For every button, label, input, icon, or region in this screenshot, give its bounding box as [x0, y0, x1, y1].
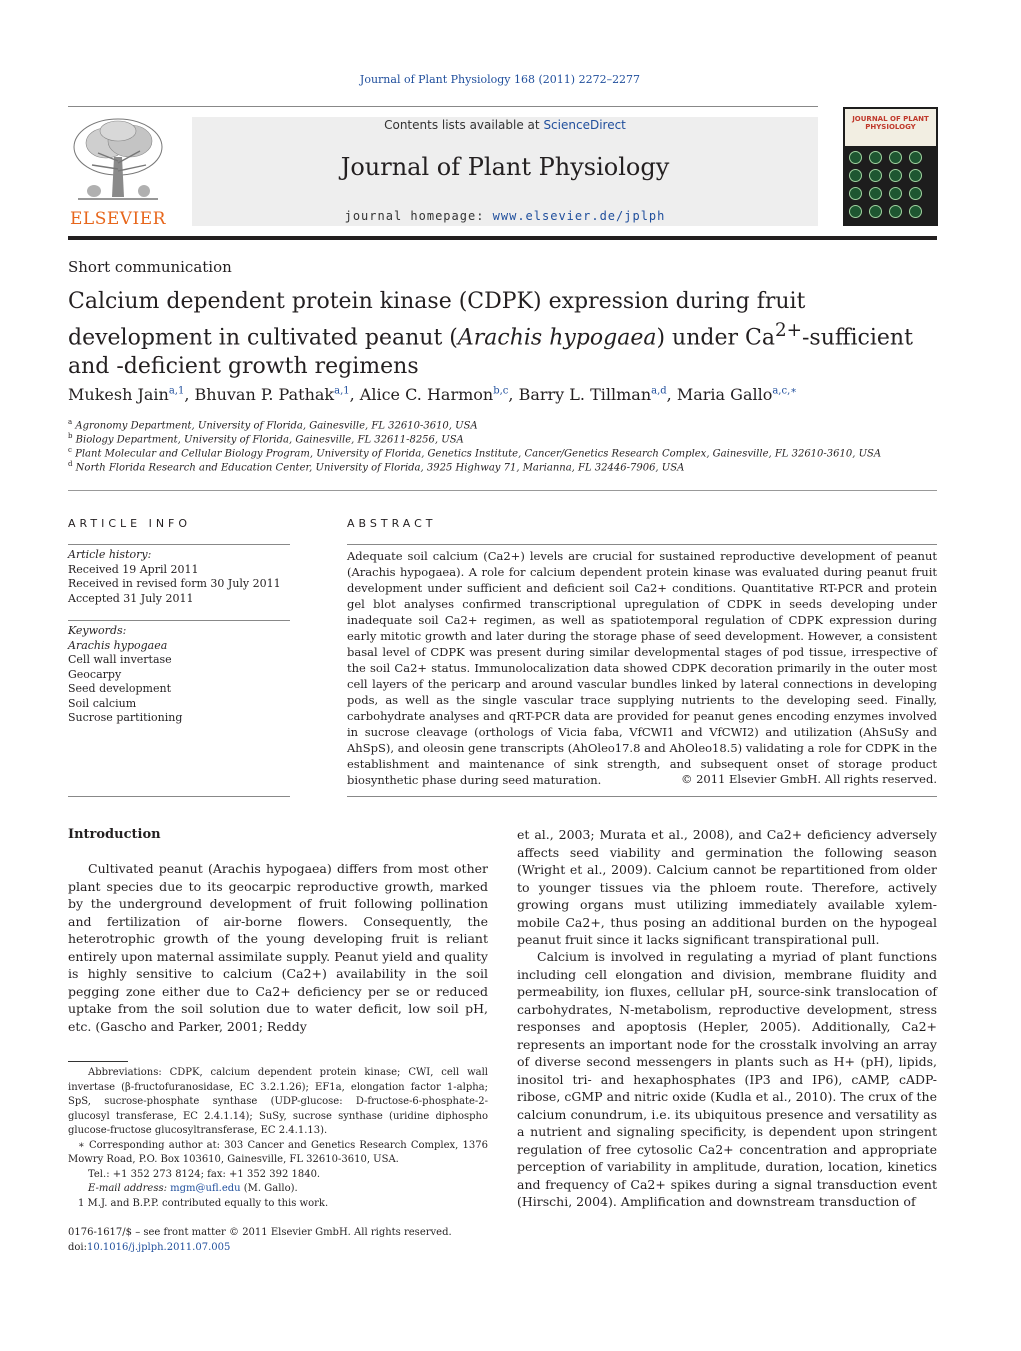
- author-affiliation-marker[interactable]: a,1: [334, 385, 350, 397]
- homepage-prefix: journal homepage:: [344, 209, 493, 223]
- author-name[interactable]: Maria Gallo: [676, 385, 773, 404]
- article-type: Short communication: [68, 258, 232, 276]
- history-item: Received in revised form 30 July 2011: [68, 577, 281, 590]
- article-title: Calcium dependent protein kinase (CDPK) expression during fruit development in cultivated peanut (Arachis hypogaea) under $Ca^{2+}$-sufficient and -deficient growth regimens: [68, 289, 913, 380]
- keyword: Soil calcium: [68, 696, 137, 710]
- abstract-copyright: © 2011 Elsevier GmbH. All rights reserved.: [680, 772, 937, 786]
- author-affiliation-marker[interactable]: b,c: [493, 385, 509, 397]
- author-affiliation-marker[interactable]: a,1: [168, 385, 185, 397]
- sciencedirect-link[interactable]: ScienceDirect: [543, 118, 626, 132]
- issn-line: 0176-1617/$ – see front matter © 2011 Elsevier GmbH. All rights reserved.: [68, 1227, 452, 1238]
- doi-line: doi:10.1016/j.jplph.2011.07.005: [68, 1241, 231, 1253]
- affiliation: $^b$ Biology Department, University of Florida, Gainesville, FL 32611-8256, USA: [68, 432, 464, 446]
- abbreviations-footnote: Abbreviations: CDPK, calcium dependent protein kinase; CWI, cell wall invertase (β-fructofuranosidase, EC 3.2.1.26); EF1a, elongation factor 1-alpha; SpS, sucrose-phosphate synthase (UDP-glucose: D-fructose-6-phosphate-2-glucosyl transferase, EC 2.4.1.14); SuSy, sucrose synthase (uridine diphospho glucose-fructose glucosyltransferase, EC 2.4.1.13).: [68, 1067, 488, 1136]
- affiliation: $^a$ Agronomy Department, University of Florida, Gainesville, FL 32610-3610, USA: [68, 418, 478, 432]
- author-name[interactable]: Alice C. Harmon: [359, 385, 494, 404]
- tel-footnote: Tel.: +1 352 273 8124; fax: +1 352 392 1840.: [88, 1168, 321, 1180]
- keyword: Cell wall invertase: [68, 653, 172, 666]
- elsevier-wordmark: ELSEVIER: [70, 209, 166, 229]
- abstract-rule: [347, 544, 937, 545]
- header-rule: [68, 106, 818, 107]
- body-paragraph: et al., 2003; Murata et al., 2008), and Ca2+ deficiency adversely affects seed viability and germination the following season (Wright et al., 2009). Calcium cannot be repartitioned from older to younger tissues via the phloem route. Therefore, actively growing organs must utilizing immediately available xylem-mobile Ca2+, thus posing an additional burden on the hypogeal peanut fruit since it lacks significant transpirational pull.: [517, 827, 937, 947]
- keywords-label: Keywords:: [68, 624, 127, 637]
- article-history: [68, 548, 290, 606]
- contents-prefix: Contents lists available at: [384, 118, 544, 132]
- history-item: Accepted 31 July 2011: [68, 591, 194, 605]
- history-label: Article history:: [68, 548, 152, 561]
- author-name[interactable]: Barry L. Tillman: [518, 385, 652, 404]
- author-name[interactable]: Bhuvan P. Pathak: [194, 385, 335, 404]
- footnotes: [68, 1066, 488, 1211]
- section-heading: Introduction: [68, 827, 161, 842]
- affiliation: $^c$ Plant Molecular and Cellular Biology Program, University of Florida, Genetics Institute, Cancer/Genetics Research Complex, Gainesville, FL 32610-3610, USA: [68, 446, 882, 460]
- affiliation-rule: [68, 490, 937, 491]
- affiliation: $^d$ North Florida Research and Education Center, University of Florida, 3925 Highway 71, Marianna, FL 32446-7906, USA: [68, 460, 685, 474]
- abstract-rule: [347, 796, 937, 797]
- body-paragraph: Cultivated peanut (Arachis hypogaea) differs from most other plant species due to its geocarpic reproductive growth, marked by the underground development of fruit following pollination and fertilization of air-borne flowers. Consequently, the heterotrophic growth of the young developing fruit is reliant entirely upon maternal assimilate supply. Peanut yield and quality is highly sensitive to calcium (Ca2+) availability in the soil pegging zone either due to Ca2+ deficiency per se or reduced uptake from the soil solution due to water deficit, low soil pH, etc. (Gascho and Parker, 2001; Reddy: [68, 861, 488, 1034]
- contents-line: [192, 118, 818, 132]
- journal-reference[interactable]: Journal of Plant Physiology 168 (2011) 2272–2277: [359, 73, 641, 86]
- keyword: Arachis hypogaea: [68, 638, 168, 652]
- keyword: Seed development: [68, 682, 171, 695]
- author-affiliation-marker[interactable]: a,d: [651, 385, 667, 397]
- elsevier-logo[interactable]: [68, 117, 168, 229]
- keyword: Sucrose partitioning: [68, 711, 183, 724]
- keywords: [68, 624, 290, 726]
- email-link[interactable]: mgm@ufl.edu: [170, 1183, 241, 1194]
- article-info-heading: ARTICLE INFO: [68, 517, 192, 530]
- info-rule: [68, 796, 290, 797]
- corresponding-author-footnote: ∗ Corresponding author at: 303 Cancer and Genetics Research Complex, 1376 Mowry Road, P.O. Box 103610, Gainesville, FL 32610-3610, USA.: [68, 1139, 488, 1165]
- homepage-link[interactable]: www.elsevier.de/jplph: [492, 209, 666, 223]
- journal-homepage: [192, 209, 818, 223]
- author-affiliation-marker[interactable]: a,c,∗: [772, 385, 798, 397]
- header-thick-rule: [68, 236, 937, 240]
- tree-icon: [68, 117, 168, 209]
- author-list: Mukesh Jain$^{a,1}$, Bhuvan P. Pathak$^{a,1}$, Alice C. Harmon$^{b,c}$, Barry L. Tillman$^{a,d}$, Maria Gallo$^{a,c,∗}$: [68, 385, 798, 404]
- abstract-text: Adequate soil calcium (Ca2+) levels are crucial for sustained reproductive development of peanut (Arachis hypogaea). A role for calcium dependent protein kinase was evaluated during peanut fruit development under sufficient and deficient soil Ca2+ conditions. Quantitative RT-PCR and protein gel blot analyses confirmed transcriptional upregulation of CDPK in seeds developing under inadequate soil Ca2+ regimen, as well as spatiotemporal regulation of CDPK expression during early mitotic growth and later during the storage phase of seed development. However, a consistent basal level of CDPK was present during similar developmental stages of pod tissue, irrespective of the soil Ca2+ status. Immunolocalization data showed CDPK decoration primarily in the outer most cell layers of the pericarp and around vascular bundles linked by lateral connections in developing pods, as well as the single vascular trace supplying nutrients to the developing seed. Finally, carbohydrate analyses and qRT-PCR data are provided for peanut genes encoding enzymes involved in sucrose cleavage (orthologs of Vicia faba, VfCWI1 and VfCWI2) and utilization (AhSuSy and AhSpS), and oleosin gene transcripts (AhOleo17.8 and AhOleo18.5) validating a role for CDPK in the establishment and maintenance of sink strength, and subsequent onset of storage product biosynthetic phase during seed maturation.: [347, 549, 937, 787]
- cover-title: JOURNAL OF PLANT PHYSIOLOGY: [852, 115, 929, 131]
- info-rule: [68, 620, 290, 621]
- equal-contribution-footnote: 1 M.J. and B.P.P. contributed equally to this work.: [78, 1197, 329, 1209]
- keyword: Geocarpy: [68, 667, 122, 681]
- journal-cover[interactable]: [843, 107, 938, 226]
- author-name[interactable]: Mukesh Jain: [68, 385, 169, 404]
- abstract-heading: ABSTRACT: [347, 517, 437, 530]
- body-paragraph: Calcium is involved in regulating a myriad of plant functions including cell elongation and division, membrane fluidity and permeability, ion fluxes, cellular pH, source-sink translocation of carbohydrates, N-metabolism, reproductive development, stress responses and apoptosis (Hepler, 2005). Additionally, Ca2+ represents an important node for the crosstalk involving an array of diverse second messengers in plants such as H+ (pH), lipids, inositol tri- and hexaphosphates (IP3 and IP6), cAMP, cADP-ribose, cGMP and nitric oxide (Kudla et al., 2010). The crux of the calcium conundrum, i.e. its ubiquitous presence and versatility as a nutrient and signaling specificity, is dependent upon stringent regulation of free cytosolic Ca2+ concentration and appropriate perception of variability in amplitude, duration, location, kinetics and frequency of Ca2+ spikes during a signal transduction event (Hirschi, 2004). Amplification and downstream transduction of: [517, 949, 937, 1209]
- history-item: Received 19 April 2011: [68, 562, 199, 576]
- issn-block: [68, 1226, 452, 1255]
- info-rule: [68, 544, 290, 545]
- journal-title: Journal of Plant Physiology: [340, 153, 670, 181]
- email-footnote: E-mail address: mgm@ufl.edu (M. Gallo).: [88, 1183, 298, 1194]
- doi-link[interactable]: 10.1016/j.jplph.2011.07.005: [87, 1241, 231, 1253]
- footnote-rule: [68, 1061, 128, 1062]
